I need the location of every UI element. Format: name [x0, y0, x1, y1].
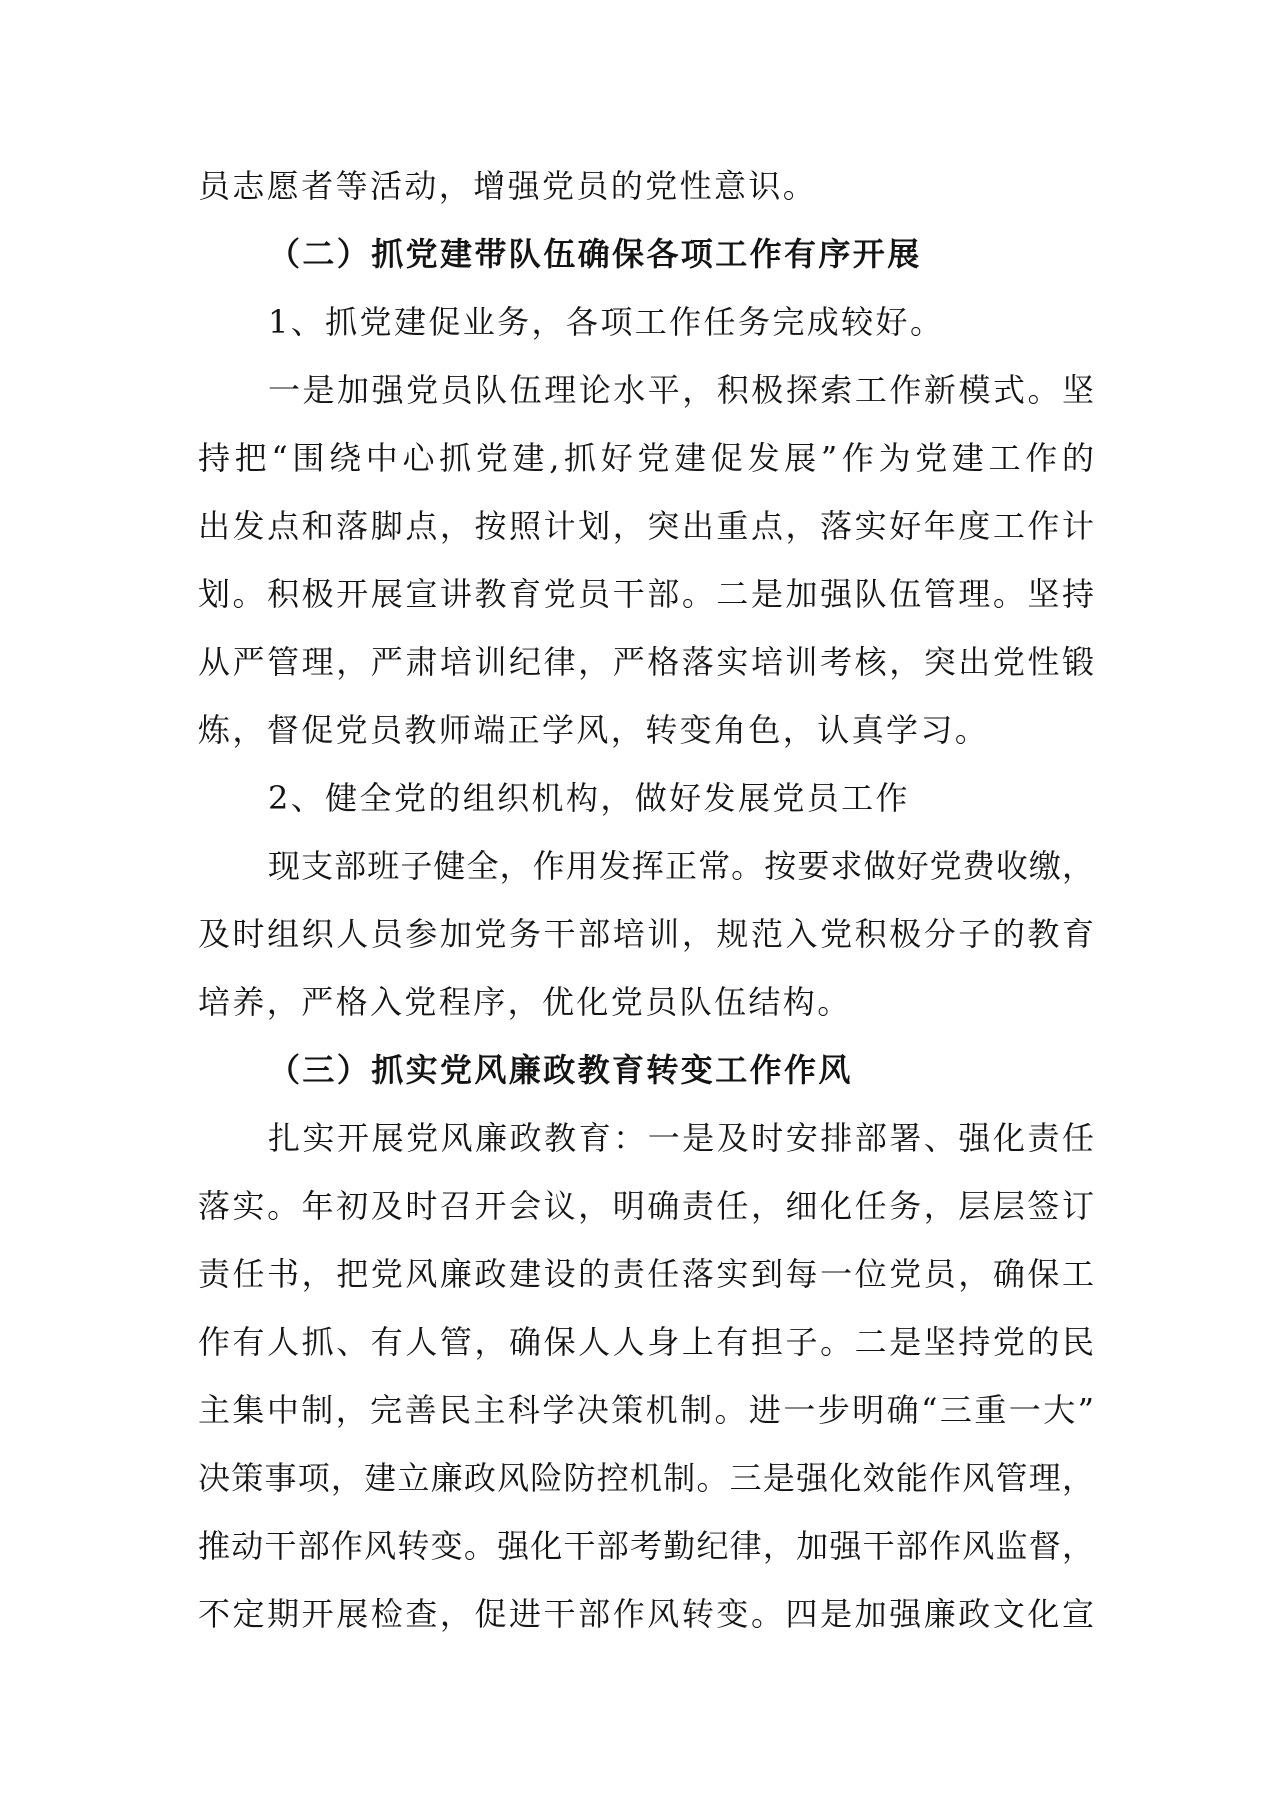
paragraph-line: 炼，督促党员教师端正学风，转变角色，认真学习。 — [198, 711, 990, 749]
document-body — [198, 152, 1094, 1648]
paragraph-line: 推动干部作风转变。强化干部考勤纪律，加强干部作风监督， — [198, 1527, 1094, 1565]
paragraph-line: 培养，严格入党程序，优化党员队伍结构。 — [198, 983, 852, 1021]
paragraph-line: 现支部班子健全，作用发挥正常。按要求做好党费收缴， — [268, 847, 1094, 885]
paragraph-line: 扎实开展党风廉政教育：一是及时安排部署、强化责任 — [268, 1119, 1094, 1157]
paragraph-line: 决策事项，建立廉政风险防控机制。三是强化效能作风管理， — [198, 1459, 1094, 1497]
paragraph-line: 出发点和落脚点，按照计划，突出重点，落实好年度工作计 — [198, 507, 1094, 545]
subsection-title-1: 1、抓党建促业务，各项工作任务完成较好。 — [268, 303, 945, 341]
paragraph-line: 作有人抓、有人管，确保人人身上有担子。二是坚持党的民 — [198, 1323, 1094, 1361]
paragraph-tail-line: 员志愿者等活动，增强党员的党性意识。 — [198, 167, 818, 205]
paragraph-line: 从严管理，严肃培训纪律，严格落实培训考核，突出党性锻 — [198, 643, 1094, 681]
paragraph-line: 主集中制，完善民主科学决策机制。进一步明确“三重一大” — [198, 1391, 1094, 1429]
paragraph-line: 划。积极开展宣讲教育党员干部。二是加强队伍管理。坚持 — [198, 575, 1094, 613]
subsection-title-2: 2、健全党的组织机构，做好发展党员工作 — [268, 779, 910, 817]
paragraph-line: 持把“围绕中心抓党建,抓好党建促发展”作为党建工作的 — [198, 439, 1094, 477]
paragraph-line: 及时组织人员参加党务干部培训，规范入党积极分子的教育 — [198, 915, 1094, 953]
paragraph-line: 一是加强党员队伍理论水平，积极探索工作新模式。坚 — [268, 371, 1094, 409]
paragraph-line: 落实。年初及时召开会议，明确责任，细化任务，层层签订 — [198, 1187, 1094, 1225]
section-heading-3: （三）抓实党风廉政教育转变工作作风 — [268, 1051, 853, 1089]
section-heading-2: （二）抓党建带队伍确保各项工作有序开展 — [268, 235, 922, 273]
paragraph-line: 不定期开展检查，促进干部作风转变。四是加强廉政文化宣 — [198, 1595, 1094, 1633]
paragraph-line: 责任书，把党风廉政建设的责任落实到每一位党员，确保工 — [198, 1255, 1094, 1293]
